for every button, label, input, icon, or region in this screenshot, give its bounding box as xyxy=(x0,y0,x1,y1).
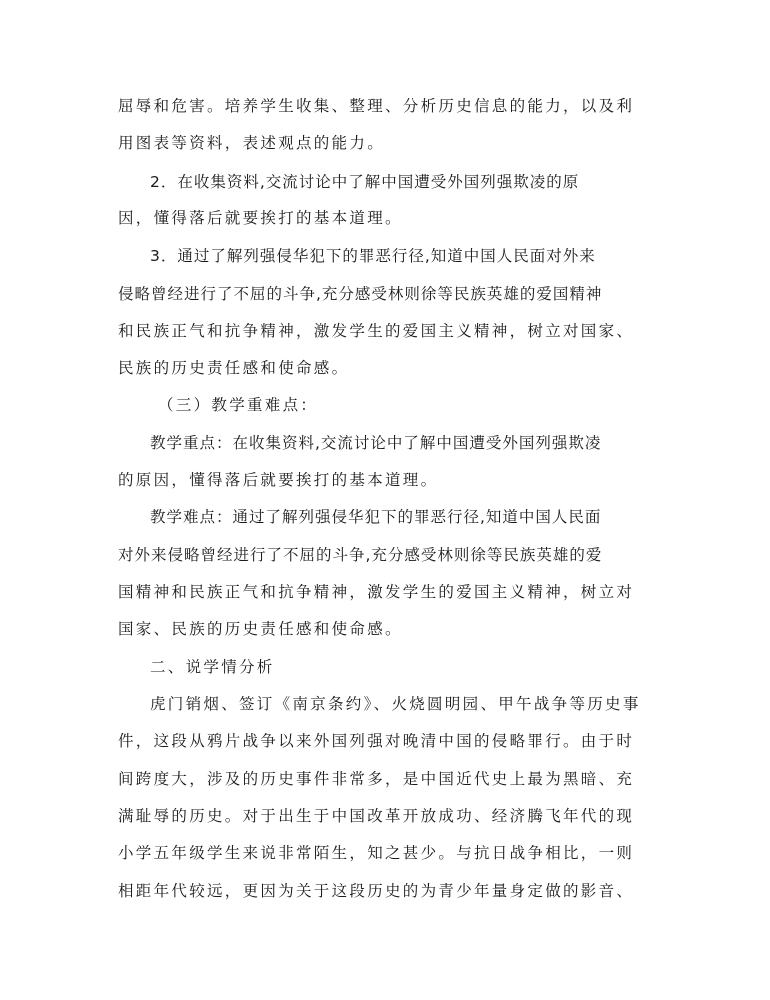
text-line: 民族的历史责任感和使命感。 xyxy=(118,359,350,377)
text-line: 对外来侵略曾经进行了不屈的斗争,充分感受林则徐等民族英雄的爱 xyxy=(118,546,603,564)
text-line: 的原因，懂得落后就要挨打的基本道理。 xyxy=(118,471,439,489)
text-line: 国精神和民族正气和抗争精神，激发学生的爱国主义精神，树立对 xyxy=(118,583,635,601)
text-line: 教学重点：在收集资料,交流讨论中了解中国遭受外国列强欺凌 xyxy=(150,434,602,452)
text-line: 间跨度大，涉及的历史事件非常多，是中国近代史上最为黑暗、充 xyxy=(118,770,635,788)
text-line: 屈辱和危害。培养学生收集、整理、分析历史信息的能力，以及利 xyxy=(118,97,635,115)
text-line: 满耻辱的历史。对于出生于中国改革开放成功、经济腾飞年代的现 xyxy=(118,807,635,825)
text-line: 和民族正气和抗争精神，激发学生的爱国主义精神，树立对国家、 xyxy=(118,322,635,340)
text-line: 虎门销烟、签订《南京条约》、火烧圆明园、甲午战争等历史事 xyxy=(150,695,641,713)
text-line: 用图表等资料，表述观点的能力。 xyxy=(118,134,386,152)
text-line: 小学五年级学生来说非常陌生，知之甚少。与抗日战争相比，一则 xyxy=(118,844,635,862)
text-line: 教学难点：通过了解列强侵华犯下的罪恶行径,知道中国人民面 xyxy=(150,508,602,526)
text-line: 侵略曾经进行了不屈的斗争,充分感受林则徐等民族英雄的爱国精神 xyxy=(118,285,603,303)
text-line: 因，懂得落后就要挨打的基本道理。 xyxy=(118,209,403,227)
text-line: 2．在收集资料,交流讨论中了解中国遭受外国列强欺凌的原 xyxy=(150,173,580,191)
text-line: 件，这段从鸦片战争以来外国列强对晚清中国的侵略罪行。由于时 xyxy=(118,732,635,750)
section-heading: 二、说学情分析 xyxy=(150,658,275,676)
text-line: 国家、民族的历史责任感和使命感。 xyxy=(118,620,403,638)
section-heading: （三）教学重难点： xyxy=(158,396,319,414)
text-line: 相距年代较远，更因为关于这段历史的为青少年量身定做的影音、 xyxy=(118,882,635,900)
text-line: 3．通过了解列强侵华犯下的罪恶行径,知道中国人民面对外来 xyxy=(150,247,596,265)
